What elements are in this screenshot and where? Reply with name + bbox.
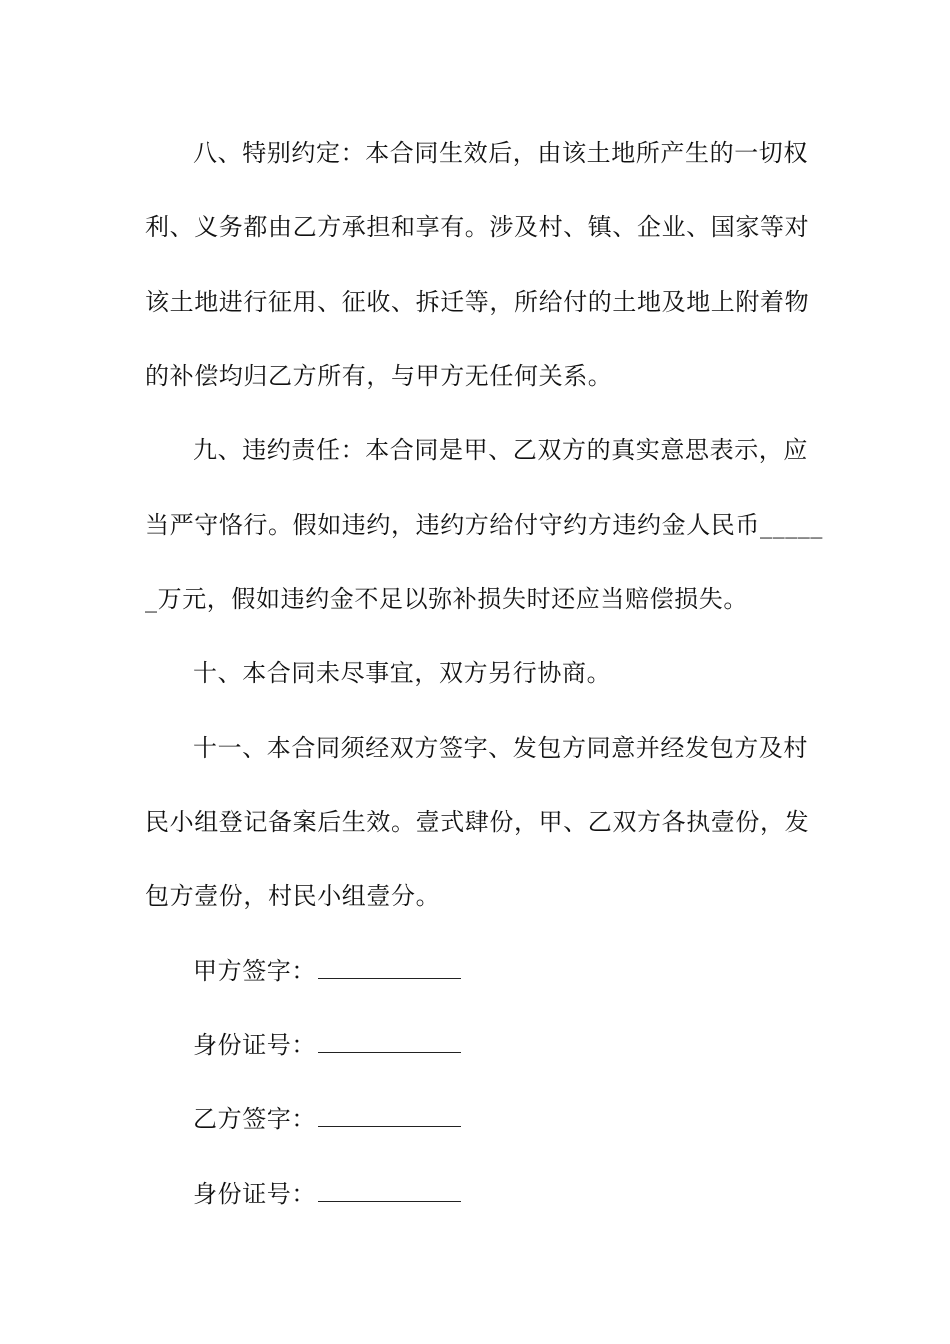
clause-9-line-2: 当严守恪行。假如违约，违约方给付守约方违约金人民币_____ (145, 511, 823, 539)
party-a-signature-label: 甲方签字： (193, 957, 316, 985)
clause-8-line-4: 的补偿均归乙方所有，与甲方无任何关系。 (145, 362, 613, 390)
party-b-id-blank (318, 1179, 461, 1202)
party-a-signature-row (193, 956, 810, 986)
party-a-id-label: 身份证号： (193, 1031, 316, 1059)
party-b-id-label: 身份证号： (193, 1180, 316, 1208)
party-a-id-row (193, 1030, 810, 1060)
clause-8-line-3: 该土地进行征用、征收、拆迁等，所给付的土地及地上附着物 (145, 288, 810, 316)
party-b-id-row (193, 1179, 810, 1209)
clause-11-line-2: 民小组登记备案后生效。壹式肆份，甲、乙双方各执壹份，发 (145, 808, 810, 836)
clause-9-line-3: _万元，假如违约金不足以弥补损失时还应当赔偿损失。 (145, 585, 748, 613)
clause-11-line-3: 包方壹份，村民小组壹分。 (145, 882, 441, 910)
party-a-id-blank (318, 1030, 461, 1053)
clause-11-line-1: 十一、本合同须经双方签字、发包方同意并经发包方及村 (193, 734, 808, 762)
clause-10-line-1: 十、本合同未尽事宜，双方另行协商。 (193, 659, 612, 687)
party-a-signature-blank (318, 956, 461, 979)
clause-8-line-1: 八、特别约定：本合同生效后，由该土地所产生的一切权 (193, 139, 808, 167)
clause-8-line-2: 利、义务都由乙方承担和享有。涉及村、镇、企业、国家等对 (145, 213, 810, 241)
party-b-signature-blank (318, 1104, 461, 1127)
party-b-signature-row (193, 1104, 810, 1134)
party-b-signature-label: 乙方签字： (193, 1105, 316, 1133)
clause-9-line-1: 九、违约责任：本合同是甲、乙双方的真实意思表示，应 (193, 436, 808, 464)
